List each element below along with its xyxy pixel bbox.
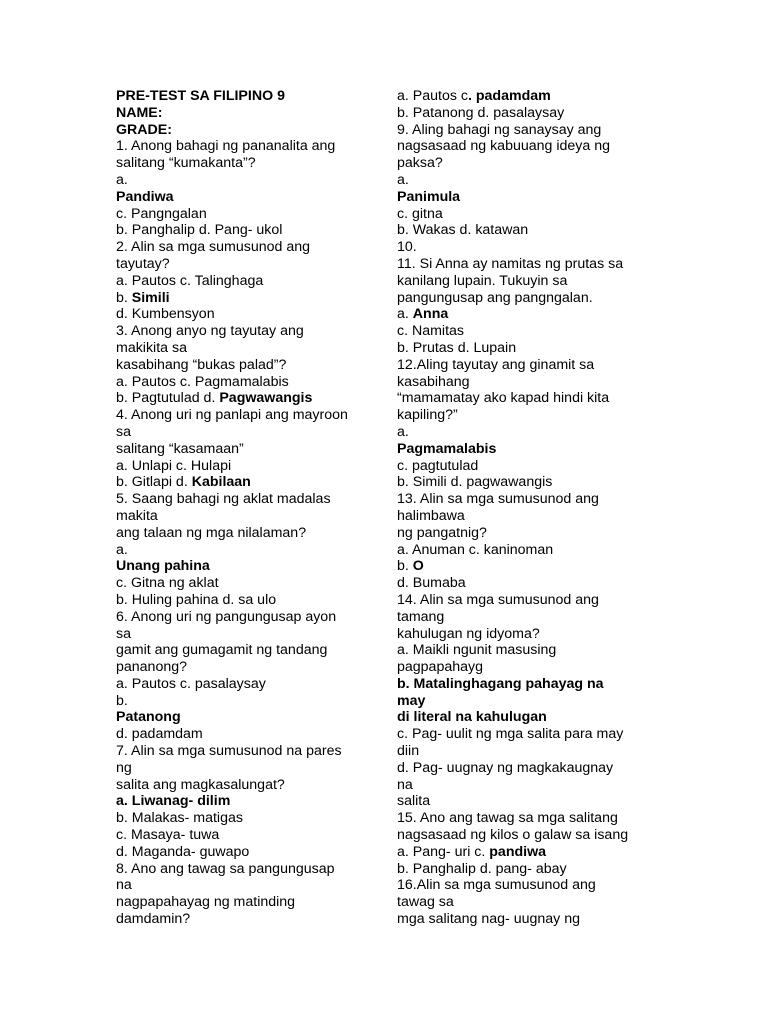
text-line [116, 592, 378, 609]
text-segment: b. Wakas d. katawan [397, 222, 529, 239]
text-line [116, 542, 378, 559]
bold-text: di literal na kahulugan [397, 709, 547, 726]
text-segment: d. Bumaba [397, 575, 466, 592]
text-line [397, 743, 659, 760]
text-segment: c. Masaya- tuwa [116, 827, 220, 844]
text-line [397, 155, 659, 172]
text-line [116, 340, 378, 357]
bold-text: . padamdam [467, 88, 551, 104]
text-segment: diin [397, 743, 420, 760]
text-segment: nagsasaad ng kilos o galaw sa isang [397, 827, 629, 844]
text-segment: b. Panghalip d. Pang- ukol [116, 222, 283, 239]
text-line [397, 474, 659, 491]
text-line [116, 306, 378, 323]
text-segment: c. Namitas [397, 323, 465, 340]
text-segment: salita [397, 793, 431, 810]
text-line [397, 609, 659, 626]
text-line [397, 172, 659, 189]
text-segment: sa [116, 625, 131, 642]
text-segment: a. Anuman c. kaninoman [397, 541, 554, 558]
text-line [397, 877, 659, 894]
text-segment: c. Gitna ng aklat [116, 575, 219, 592]
text-segment: 1. Anong bahagi ng pananalita ang [116, 138, 336, 155]
text-segment: a. Pautos c. Pagmamalabis [116, 373, 289, 390]
text-line [116, 659, 378, 676]
text-segment: nagsasaad ng kabuuang ideya ng [397, 138, 610, 155]
text-segment: a. [116, 171, 128, 188]
text-line [116, 273, 378, 290]
text-line [116, 138, 378, 155]
text-segment: sa [116, 423, 131, 440]
text-line [116, 676, 378, 693]
bold-text: Pandiwa [116, 188, 174, 205]
text-segment: makikita sa [116, 339, 187, 356]
text-segment: ng pangatnig? [397, 524, 487, 541]
text-segment: 16.Alin sa mga sumusunod ang [397, 877, 596, 894]
text-line [116, 894, 378, 911]
text-line [116, 558, 378, 575]
text-line [116, 575, 378, 592]
text-line [397, 810, 659, 827]
text-segment: kasabihang “bukas palad”? [116, 356, 287, 373]
text-segment: “mamamatay ako kapad hindi kita [397, 390, 610, 407]
bold-text: Panimula [397, 188, 461, 205]
text-line [116, 726, 378, 743]
text-segment: 14. Alin sa mga sumusunod ang [397, 591, 599, 608]
text-line [397, 592, 659, 609]
text-segment: pangungusap ang pangngalan. [397, 289, 593, 306]
text-line [397, 407, 659, 424]
text-segment: a. [397, 171, 409, 188]
text-segment: halimbawa [397, 507, 465, 524]
text-segment: makita [116, 507, 158, 524]
text-line [116, 609, 378, 626]
text-line [397, 542, 659, 559]
text-line [397, 458, 659, 475]
text-segment: b. Prutas d. Lupain [397, 339, 517, 356]
bold-text: GRADE: [116, 121, 172, 138]
text-segment: d. Maganda- guwapo [116, 843, 250, 860]
text-segment: a. Maikli ngunit masusing [397, 642, 557, 659]
left-column [116, 88, 378, 928]
text-segment: tayutay? [116, 255, 170, 272]
text-line [116, 105, 378, 122]
text-segment: kahulugan ng idyoma? [397, 625, 540, 642]
text-line [116, 911, 378, 928]
text-segment: 3. Anong anyo ng tayutay ang [116, 323, 304, 340]
text-line [116, 122, 378, 139]
text-line [116, 458, 378, 475]
text-line [116, 827, 378, 844]
text-line [397, 508, 659, 525]
text-segment: b. Patanong d. pasalaysay [397, 104, 565, 121]
text-line [116, 877, 378, 894]
bold-text: Simili [131, 289, 170, 306]
text-line [397, 189, 659, 206]
text-line [397, 827, 659, 844]
bold-text: Unang pahina [116, 558, 210, 575]
text-segment: b. Panghalip d. pang- abay [397, 860, 567, 877]
text-segment: tawag sa [397, 894, 454, 911]
text-line [116, 88, 378, 105]
text-segment: kanilang lupain. Tukuyin sa [397, 272, 568, 289]
text-segment: a. [397, 423, 409, 440]
text-segment: ng [116, 759, 132, 776]
text-segment: 10. [397, 239, 417, 256]
text-segment: mga salitang nag- uugnay ng [397, 911, 580, 928]
text-line [397, 441, 659, 458]
text-line [116, 172, 378, 189]
text-line [116, 256, 378, 273]
text-segment: 5. Saang bahagi ng aklat madalas [116, 491, 331, 508]
bold-text: O [412, 558, 424, 575]
text-line [116, 525, 378, 542]
text-segment: pananong? [116, 659, 188, 676]
text-line [397, 525, 659, 542]
text-segment: nagpapahayag ng matinding [116, 894, 296, 911]
text-line [397, 558, 659, 575]
right-column [397, 88, 659, 928]
text-segment: 9. Aling bahagi ng sanaysay ang [397, 121, 602, 138]
text-line [116, 189, 378, 206]
text-line [397, 844, 659, 861]
text-line [116, 626, 378, 643]
text-segment: b. Simili d. pagwawangis [397, 474, 553, 491]
text-line [397, 491, 659, 508]
text-segment: b. Pagtutulad d. [116, 390, 220, 407]
text-line [116, 777, 378, 794]
text-line [116, 239, 378, 256]
text-line [397, 105, 659, 122]
text-line [397, 340, 659, 357]
text-line [116, 810, 378, 827]
text-line [116, 390, 378, 407]
text-segment: ang talaan ng mga nilalaman? [116, 524, 307, 541]
text-line [397, 222, 659, 239]
text-segment: na [116, 877, 132, 894]
text-line [397, 911, 659, 928]
text-line [397, 575, 659, 592]
text-line [116, 323, 378, 340]
text-line [116, 407, 378, 424]
bold-text: Pagwawangis [219, 390, 313, 407]
text-line [116, 374, 378, 391]
text-line [397, 676, 659, 693]
text-line [116, 206, 378, 223]
bold-text: may [397, 692, 426, 709]
text-line [397, 424, 659, 441]
bold-text: b. Matalinghagang pahayag na [397, 675, 604, 692]
text-line [397, 709, 659, 726]
text-line [397, 793, 659, 810]
text-segment: c. pagtutulad [397, 457, 479, 474]
text-line [116, 290, 378, 307]
text-segment: a. [397, 306, 413, 323]
text-segment: d. Pag- uugnay ng magkakaugnay [397, 759, 614, 776]
text-line [397, 122, 659, 139]
text-segment: pagpapahayg [397, 659, 483, 676]
bold-text: pandiwa [489, 843, 547, 860]
text-segment: paksa? [397, 155, 443, 172]
text-segment: b. [116, 289, 132, 306]
text-line [397, 626, 659, 643]
text-segment: 4. Anong uri ng panlapi ang mayroon [116, 407, 348, 424]
text-line [116, 642, 378, 659]
text-line [397, 894, 659, 911]
text-line [397, 273, 659, 290]
text-segment: gamit ang gumagamit ng tandang [116, 642, 328, 659]
text-line [397, 726, 659, 743]
text-line [397, 390, 659, 407]
text-segment: c. Pag- uulit ng mga salita para may [397, 726, 624, 743]
text-line [116, 844, 378, 861]
text-segment: salita ang magkasalungat? [116, 776, 285, 793]
bold-text: Pagmamalabis [397, 440, 497, 457]
text-segment: a. Pang- uri c. [397, 843, 490, 860]
text-line [397, 239, 659, 256]
text-line [397, 760, 659, 777]
text-segment: 8. Ano ang tawag sa pangungusap [116, 860, 335, 877]
bold-text: Patanong [116, 709, 181, 726]
text-line [116, 441, 378, 458]
text-segment: salitang “kumakanta”? [116, 155, 256, 172]
text-segment: 7. Alin sa mga sumusunod na pares [116, 743, 342, 760]
text-segment: 15. Ano ang tawag sa mga salitang [397, 810, 618, 827]
text-segment: 2. Alin sa mga sumusunod ang [116, 239, 311, 256]
bold-text: Anna [412, 306, 449, 323]
text-segment: d. Kumbensyon [116, 306, 215, 323]
text-line [397, 357, 659, 374]
text-line [116, 474, 378, 491]
text-segment: a. Unlapi c. Hulapi [116, 457, 232, 474]
text-line [116, 222, 378, 239]
text-segment: a. Pautos c [397, 88, 468, 104]
text-line [116, 491, 378, 508]
text-line [397, 306, 659, 323]
text-segment: 6. Anong uri ng pangungusap ayon [116, 608, 337, 625]
bold-text: NAME: [116, 104, 163, 121]
text-segment: 12.Aling tayutay ang ginamit sa [397, 356, 595, 373]
bold-text: Kabilaan [191, 474, 251, 491]
text-line [116, 357, 378, 374]
text-segment: a. Pautos c. pasalaysay [116, 675, 266, 692]
text-line [397, 88, 659, 105]
text-line [397, 374, 659, 391]
text-line [397, 861, 659, 878]
text-segment: b. Gitlapi d. [116, 474, 192, 491]
text-line [397, 206, 659, 223]
text-segment: b. Malakas- matigas [116, 810, 243, 827]
text-segment: 11. Si Anna ay namitas ng prutas sa [397, 255, 624, 272]
text-segment: b. Huling pahina d. sa ulo [116, 591, 277, 608]
text-line [397, 323, 659, 340]
text-line [116, 793, 378, 810]
text-line [397, 659, 659, 676]
text-segment: c. Pangngalan [116, 205, 207, 222]
text-segment: b. [116, 692, 128, 709]
text-line [397, 777, 659, 794]
text-line [116, 709, 378, 726]
text-segment: na [397, 776, 413, 793]
text-line [116, 861, 378, 878]
text-line [116, 743, 378, 760]
bold-text: PRE-TEST SA FILIPINO 9 [116, 88, 285, 104]
text-line [116, 424, 378, 441]
text-line [116, 760, 378, 777]
text-segment: a. Pautos c. Talinghaga [116, 272, 264, 289]
text-line [116, 693, 378, 710]
text-segment: b. [397, 558, 413, 575]
text-segment: 13. Alin sa mga sumusunod ang [397, 491, 599, 508]
text-line [397, 693, 659, 710]
text-segment: kasabihang [397, 373, 470, 390]
text-line [116, 155, 378, 172]
text-segment: c. gitna [397, 205, 443, 222]
text-line [397, 138, 659, 155]
text-segment: kapiling?” [397, 407, 458, 424]
text-segment: salitang “kasamaan” [116, 440, 244, 457]
text-line [116, 508, 378, 525]
text-line [397, 290, 659, 307]
text-segment: a. [116, 541, 128, 558]
text-segment: d. padamdam [116, 726, 203, 743]
text-line [397, 642, 659, 659]
text-segment: tamang [397, 608, 445, 625]
bold-text: a. Liwanag- dilim [116, 793, 231, 810]
text-segment: damdamin? [116, 911, 191, 928]
text-line [397, 256, 659, 273]
